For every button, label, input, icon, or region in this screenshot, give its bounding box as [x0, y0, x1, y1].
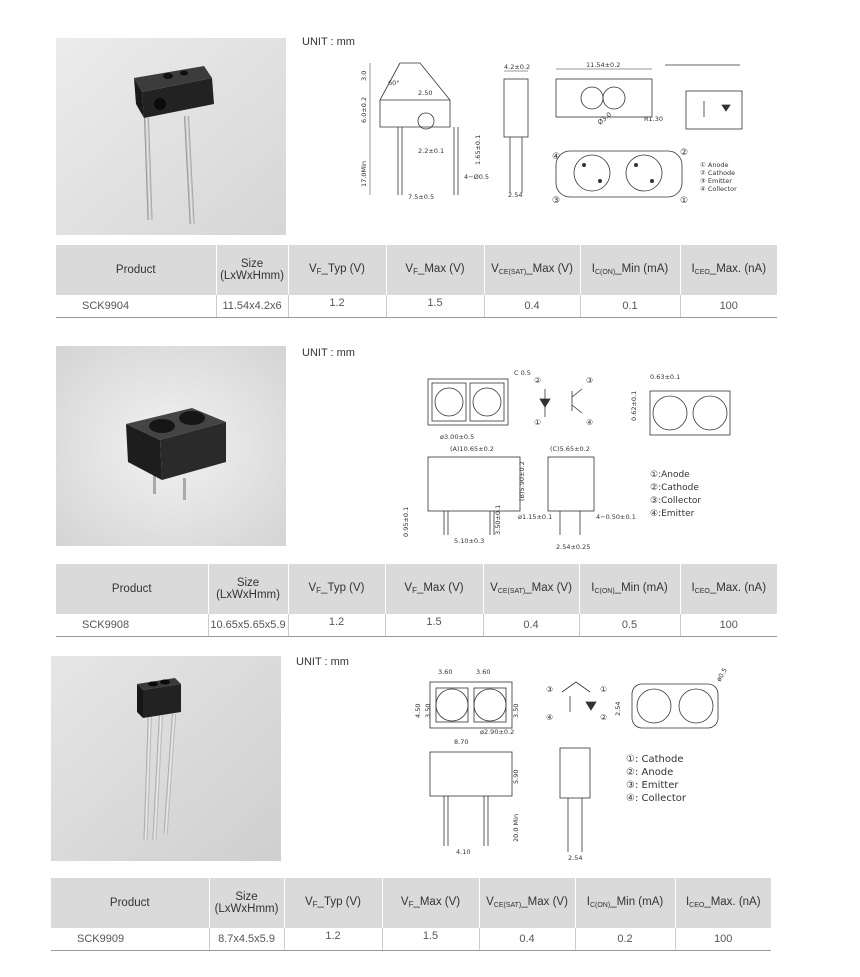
- legend-item: ②:Cathode: [650, 483, 699, 493]
- pin-1-label: ①: [600, 685, 608, 694]
- dim-hole: Ø3.0: [596, 110, 614, 127]
- cell-vf-max: 1.5: [382, 928, 479, 951]
- cell-ic-min: 0.2: [575, 928, 675, 951]
- dim-side-lead: 2.54: [508, 191, 523, 199]
- dim-top-dim: 0.63±0.1: [650, 373, 681, 381]
- dimension-drawing-sck9904: [360, 55, 760, 215]
- cell-vf-max: 1.5: [385, 614, 483, 637]
- col-vf-max: $V_F\_Max$ (V): [386, 245, 484, 295]
- col-vf-typ: $V_F\_Typ$ (V): [284, 878, 382, 928]
- col-vce-max: VCE(SAT)_Max (V): [479, 878, 575, 928]
- legend-item: ④:Emitter: [650, 509, 695, 519]
- dim-lead-wide: 4−0.50±0.1: [596, 513, 636, 521]
- pin-3-label: ③: [546, 685, 554, 694]
- legend-item: ①: Cathode: [626, 754, 684, 765]
- dimension-drawing-sck9909: [400, 662, 740, 867]
- cell-vce-max: 0.4: [479, 928, 575, 951]
- cell-iceo-max: 100: [680, 614, 777, 637]
- dim-radius: R1.30: [644, 115, 663, 123]
- col-ic-min: IC(ON)_Min (mA): [575, 878, 675, 928]
- dim-lead: 20.0 Min: [512, 813, 520, 842]
- table-header-row: [56, 564, 777, 614]
- col-iceo-max: ICEO_Max. (nA): [680, 564, 777, 614]
- dim-hole-dia: ø3.00±0.5: [440, 433, 475, 441]
- dim-length: (A)10.65±0.2: [450, 445, 494, 453]
- pin-2-label: ②: [680, 148, 689, 158]
- cell-vf-typ: 1.2: [288, 614, 385, 637]
- dim-bottom: 0.95±0.1: [402, 506, 410, 537]
- cell-product: SCK9908: [56, 614, 208, 637]
- dim-lead-width: 1.65±0.1: [474, 134, 482, 165]
- dim-length: 8.70: [454, 738, 469, 746]
- cell-iceo-max: 100: [675, 928, 771, 951]
- dim-width: (C)5.65±0.2: [550, 445, 590, 453]
- pin-1-label: ①: [534, 418, 542, 427]
- pin-2-label: ②: [600, 713, 608, 722]
- dim-side-pitch: 2.54±0.25: [556, 543, 591, 551]
- legend-item: ① Anode: [700, 161, 729, 169]
- col-size: Size (LxWxHmm): [216, 245, 288, 295]
- cell-product: SCK9904: [56, 295, 216, 318]
- pin-3-label: ③: [552, 196, 561, 206]
- legend-item: ④: Collector: [626, 793, 686, 804]
- pin-2-label: ②: [534, 376, 542, 385]
- dim-w1: 3.60: [438, 668, 453, 676]
- dim-lead-pitch: 7.5±0.5: [408, 193, 435, 201]
- dim-hole-dia: 4−Ø0.5: [464, 173, 490, 181]
- legend-item: ①:Anode: [650, 470, 690, 480]
- cell-size: 11.54x4.2x6: [216, 295, 288, 318]
- cell-vce-max: 0.4: [483, 614, 579, 637]
- col-product: Product: [56, 245, 216, 295]
- col-product: Product: [56, 564, 208, 614]
- legend-item: ②: Anode: [626, 767, 674, 778]
- cell-vf-typ: 1.2: [288, 295, 386, 318]
- dim-top-width: 11.54±0.2: [586, 61, 621, 69]
- dim-pitch: 4.10: [456, 848, 471, 856]
- dim-side-width: 4.2±0.2: [504, 63, 531, 71]
- legend-item: ③: Emitter: [626, 780, 679, 791]
- pin-4-label: ④: [546, 713, 554, 722]
- table-row: [56, 295, 777, 318]
- dim-body-height: 6.0±0.2: [360, 96, 368, 123]
- product-photo-sck9904: [56, 38, 286, 235]
- col-vf-typ: $V_F\_Typ$ (V): [288, 564, 385, 614]
- unit-label-1: UNIT : mm: [302, 36, 355, 48]
- col-ic-min: IC(ON)_Min (mA): [580, 245, 680, 295]
- pin-4-label: ④: [552, 152, 561, 162]
- col-vce-max: VCE(SAT)_Max (V): [484, 245, 580, 295]
- cell-ic-min: 0.5: [579, 614, 680, 637]
- dim-chamfer: C 0.5: [514, 369, 531, 377]
- spec-table-sck9904: [56, 245, 777, 318]
- dim-pitch-inner: 2.2±0.1: [418, 147, 445, 155]
- spec-table-sck9909: [51, 878, 771, 951]
- pin-3-label: ③: [586, 376, 594, 385]
- dim-top-height: 3.0: [360, 70, 368, 81]
- dim-height: (B)5.90±0.2: [518, 461, 526, 501]
- col-size: Size (LxWxHmm): [209, 878, 284, 928]
- table-row: [51, 928, 771, 951]
- dim-lead-pitch: 5.10±0.3: [454, 537, 485, 545]
- col-vf-max: $V_F\_Max$ (V): [385, 564, 483, 614]
- dim-pitch-top: 2.50: [418, 89, 433, 97]
- dim-dia: ø0.5: [714, 666, 729, 683]
- col-iceo-max: ICEO_Max. (nA): [680, 245, 777, 295]
- dim-h2: 3.50: [424, 703, 432, 718]
- dimension-drawing-sck9908: [400, 365, 740, 555]
- dim-side-w: 2.54: [568, 854, 583, 862]
- col-ic-min: IC(ON)_Min (mA): [579, 564, 680, 614]
- unit-label-3: UNIT : mm: [296, 656, 349, 668]
- dim-lead-len: 3.50±0.1: [494, 504, 502, 535]
- dim-h1: 4.50: [414, 703, 422, 718]
- dim-side-dim: 0.62±0.1: [630, 390, 638, 421]
- col-iceo-max: ICEO_Max. (nA): [675, 878, 771, 928]
- dim-h3: 3.50: [512, 703, 520, 718]
- table-header-row: [51, 878, 771, 928]
- dim-lead-w: ø1.15±0.1: [518, 513, 553, 521]
- spec-table-sck9908: [56, 564, 777, 637]
- cell-vce-max: 0.4: [484, 295, 580, 318]
- table-row: [56, 614, 777, 637]
- product-photo-sck9909: [51, 656, 281, 861]
- cell-vf-max: 1.5: [386, 295, 484, 318]
- pin-4-label: ④: [586, 418, 594, 427]
- unit-label-2: UNIT : mm: [302, 347, 355, 359]
- cell-iceo-max: 100: [680, 295, 777, 318]
- cell-product: SCK9909: [51, 928, 209, 951]
- legend-item: ③:Collector: [650, 496, 702, 506]
- col-size: Size (LxWxHmm): [208, 564, 288, 614]
- dim-angle: 60°: [388, 79, 400, 87]
- legend-item: ③ Emitter: [700, 177, 732, 185]
- dim-height: 5.90: [512, 769, 520, 784]
- cell-ic-min: 0.1: [580, 295, 680, 318]
- col-vf-max: $V_F\_Max$ (V): [382, 878, 479, 928]
- pin-1-label: ①: [680, 196, 689, 206]
- cell-size: 10.65x5.65x5.9: [208, 614, 288, 637]
- dim-lead-length: 17.0Min: [360, 160, 368, 187]
- legend-item: ④ Collector: [700, 185, 737, 193]
- dim-w2: 3.60: [476, 668, 491, 676]
- product-photo-sck9908: [56, 346, 286, 546]
- table-header-row: [56, 245, 777, 295]
- cell-vf-typ: 1.2: [284, 928, 382, 951]
- col-product: Product: [51, 878, 209, 928]
- dim-hole: ø2.90±0.2: [480, 728, 515, 736]
- col-vf-typ: $V_F\_Typ$ (V): [288, 245, 386, 295]
- legend-item: ② Cathode: [700, 169, 736, 177]
- col-vce-max: VCE(SAT)_Max (V): [483, 564, 579, 614]
- cell-size: 8.7x4.5x5.9: [209, 928, 284, 951]
- dim-side: 2.54: [614, 701, 622, 716]
